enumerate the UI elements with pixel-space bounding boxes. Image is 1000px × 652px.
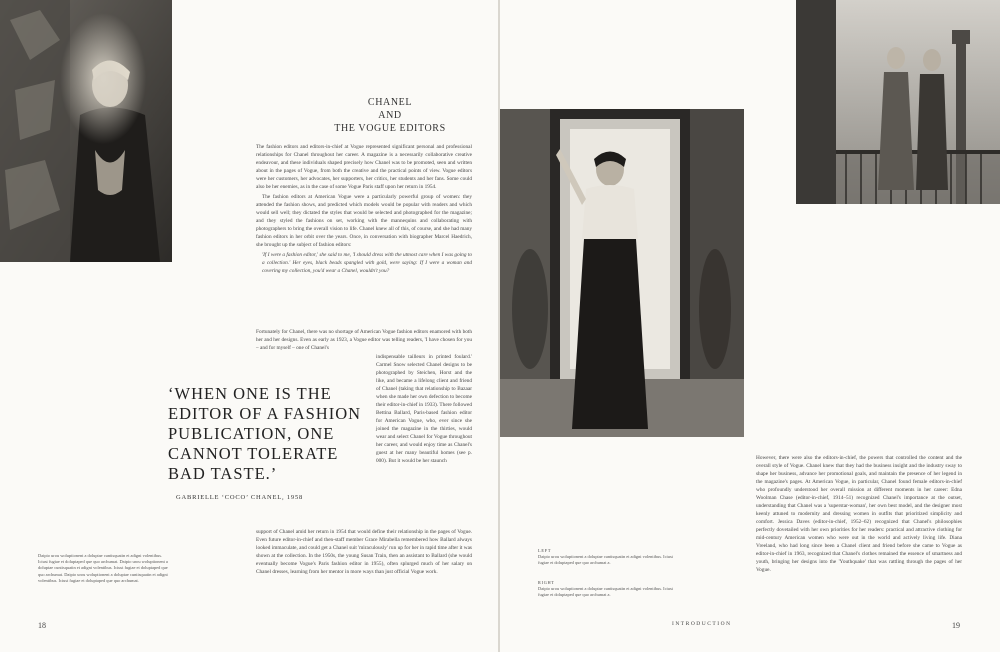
body-column-top [256, 143, 472, 277]
caption-text-left: Daipio urou woluptionent a doluptae cuntisquatin et adigni volentibus. Iciust fugiae et doluptaped que quo archumat a. [538, 554, 673, 566]
caption-label-left: LEFT [538, 548, 552, 553]
photo-woman-in-doorway [500, 109, 744, 437]
title-line-1: CHANEL [367, 97, 413, 108]
body-paragraph: indispensable tailleurs in printed foulard.' Carmel Snow selected Chanel designs to be photographed by Steichen, Horst and the like, and became a lifelong client and friend of Chanel (taking that relationship to Bazaar when she made her own defection to become their editor-in-chief in 1933). There followed Bettina Ballard, Paris-based fashion editor for American Vogue, who, ever since she joined the magazine in the thirties, would wear and select Chanel for Vogue throughout her career, and would enjoy time as Chanel's guest at her many beautiful homes (see p. 000). But it would be her staunch [376, 354, 472, 464]
body-column-right [756, 454, 962, 576]
body-column-narrow [376, 353, 472, 467]
caption-label-right: RIGHT [538, 580, 555, 585]
pull-quote: ‘WHEN ONE IS THE EDITOR OF A FASHION PUBLICATION, ONE CANNOT TOLERATE BAD TASTE.’ [168, 384, 362, 483]
title-line-3: THE VOGUE EDITORS [334, 123, 446, 134]
body-column-mid-wide [256, 328, 472, 354]
left-page [0, 0, 498, 652]
body-paragraph: However, there were also the editors-in-chief, the powers that controlled the content and the overall style of Vogue. Chanel knew that they had the business insight and the industry sway to shape her business, advance her promotional goals, and maintain the presence of her legend in the magazine's pages. At American Vogue, in particular, Chanel found female editors-in-chief who profoundly understood her overall mission at different moments in her career: Edna Woolman Chase (editor-in-chief, 1914–51) recognized Chanel's importance at the outset, understanding that Chanel was a 'superstar-woman', her own best model, and the designer most keenly attuned to modernity and dressing women in outfits that prioritized simplicity and comfort. Jessica Daves (editor-in-chief, 1952–62) recognized that Chanel's philosophies perfectly dovetailed with her own priorities for her readers: practical and attractive clothing for mid-century American women who were out in the world and actively living life. Diana Vreeland, who had long since been a Chanel client and friend before she came to Vogue as editor-in-chief in 1963, recognized that Chanel's clothes remained the essence of smartness and youth, bringing her designs into the 'Youthquake' that was rattling through the pages of her Vogue. [756, 455, 962, 573]
caption-photo-right [538, 580, 678, 599]
folio-left: 18 [38, 621, 46, 630]
right-page [500, 0, 1000, 652]
pull-quote-attribution: GABRIELLE ‘COCO’ CHANEL, 1958 [176, 494, 304, 501]
running-head: INTRODUCTION [672, 621, 732, 627]
body-paragraph: The fashion editors at American Vogue were a particularly powerful group of women: they attended the fashion shows, and predicted which models would be popular with readers and which would sell well; they dictated the styles that would be selected and photographed for the magazine; and they styled the fashions on set, working with the mannequins and collaborating with photographers to bring the overall vision to life. Chanel knew all of this, of course, and she had many fashion editors in her orbit over the years. Once, in conversation with biographer Marcel Haedrich, she brought up the subject of fashion editors: [256, 194, 472, 248]
body-paragraph: Fortunately for Chanel, there was no shortage of American Vogue fashion editors enamored with both her and her designs. Even as early as 1923, a Vogue editor was telling readers, 'I have chosen for you – and for myself – one of Chanel's [256, 329, 472, 351]
body-column-bottom [256, 528, 472, 578]
article-title [300, 96, 480, 135]
caption-left-page: Daipio urou woluptionent a doluptae cuntisquatin et adigni volentibus. Iciust fugiae et doluptaped que quo archumat. Daipio urou woluptionent a doluptae cuntisquatin et adigni volentibus. Iciust fugiae et doluptaped que quo archumat. Daipio urou woluptionent a doluptae cuntisquatin et adigni volentibus. Iciust fugiae et doluptaped que quo archumat. [38, 553, 168, 583]
caption-text-right: Daipio urou woluptionent a doluptae cuntisquatin et adigni volentibus. Iciust fugiae et doluptaped que quo archumat a. [538, 586, 673, 598]
block-quote: 'If I were a fashion editor,' she said to me, 'I should dress with the utmost care when I was going to a collection.' Her eyes, black beads spangled with gold, were saying: If I were a woman and covering my collection, you'd wear a Chanel, wouldn't you? [262, 252, 472, 274]
caption-photo-left [538, 548, 678, 567]
body-paragraph: support of Chanel amid her return in 1954 that would define their relationship in the pages of Vogue. Even future editor-in-chief and then-staff member Grace Mirabella remembered how Ballard always looked immaculate, and could get a Chanel suit 'miraculously' run up for her in rapid time after it was shown at the collection. In the 1950s, the young Susan Train, then an assistant to Ballard (she would eventually become Vogue's Paris fashion editor in 1955), often splurged much of her salary on Chanel dresses, learning from her mentor in more ways than just official Vogue work. [256, 529, 472, 575]
folio-right: 19 [952, 621, 960, 630]
body-paragraph: The fashion editors and editors-in-chief at Vogue represented significant personal and professional relationships for Chanel throughout her career. A magazine is a necessarily collaborative creative endeavour, and these individuals shaped precisely how Chanel was to be promoted, seen and written about in the pages of Vogue, from both the creative and the practical points of view. Vogue editors were her customers, her advocates, her supporters, her critics, her students and her fans. Some could also be her enemies, as in the case of some Vogue Paris staff upon her return in 1954. [256, 144, 472, 190]
portrait-photo-seated-woman [0, 0, 172, 262]
title-line-2: AND [378, 110, 402, 121]
photo-two-women-balcony [796, 0, 1000, 204]
